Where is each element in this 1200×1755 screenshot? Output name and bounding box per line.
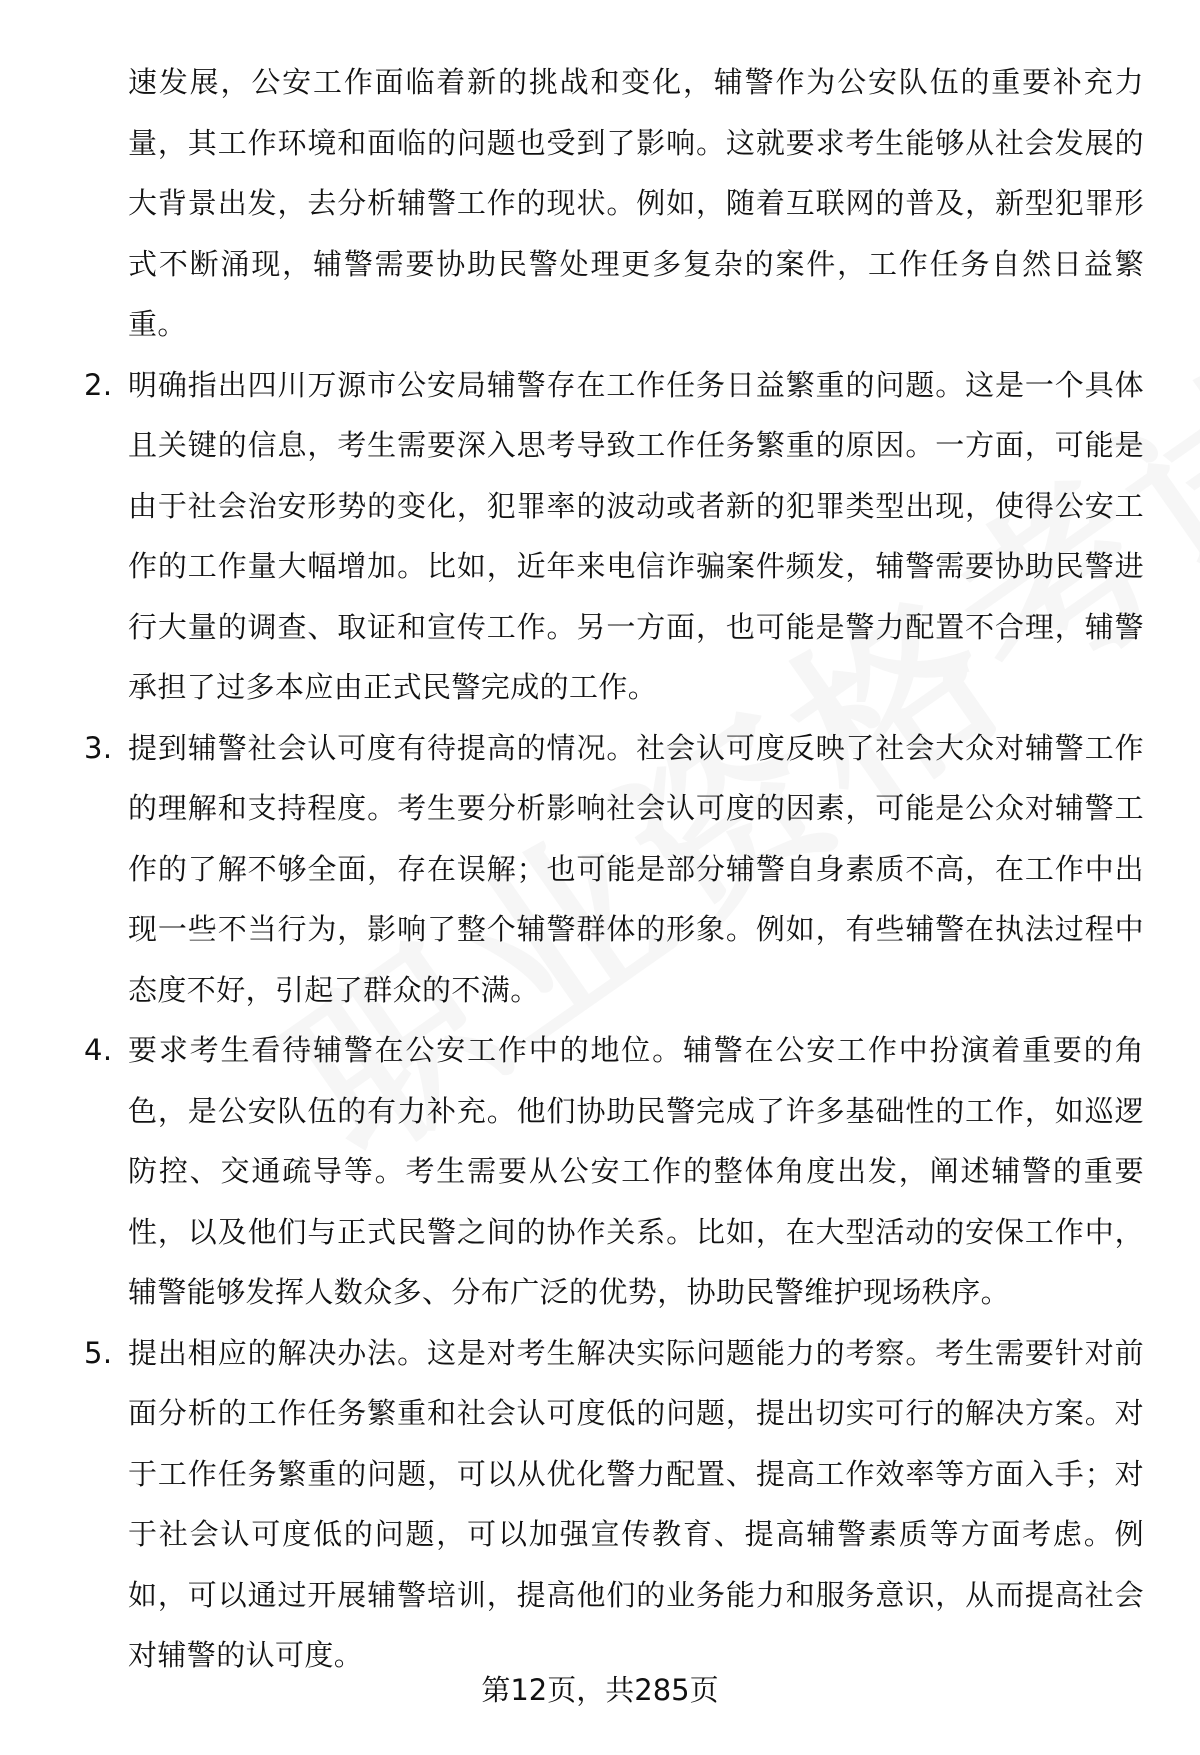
list-item-text: 要求考生看待辅警在公安工作中的地位。辅警在公安工作中扮演着重要的角色，是公安队伍的有力补充。他们协助民警完成了许多基础性的工作，如巡逻防控、交通疏导等。考生需要从公安工作的整体角度出发，阐述辅警的重要性，以及他们与正式民警之间的协作关系。比如，在大型活动的安保工作中，辅警能够发挥人数众多、分布广泛的优势，协助民警维护现场秩序。 xyxy=(128,1033,1144,1309)
list-item-4 xyxy=(80,1020,1144,1323)
intro-paragraph xyxy=(80,52,1144,355)
list-item-number: 3. xyxy=(84,730,113,765)
list-item-text: 提到辅警社会认可度有待提高的情况。社会认可度反映了社会大众对辅警工作的理解和支持程度。考生要分析影响社会认可度的因素，可能是公众对辅警工作的了解不够全面，存在误解；也可能是部分辅警自身素质不高，在工作中出现一些不当行为，影响了整个辅警群体的形象。例如，有些辅警在执法过程中态度不好，引起了群众的不满。 xyxy=(128,730,1144,1007)
intro-paragraph-text: 速发展，公安工作面临着新的挑战和变化，辅警作为公安队伍的重要补充力量，其工作环境和面临的问题也受到了影响。这就要求考生能够从社会发展的大背景出发，去分析辅警工作的现状。例如，随着互联网的普及，新型犯罪形式不断涌现，辅警需要协助民警处理更多复杂的案件，工作任务自然日益繁重。 xyxy=(128,65,1144,341)
list-item-text: 明确指出四川万源市公安局辅警存在工作任务日益繁重的问题。这是一个具体且关键的信息，考生需要深入思考导致工作任务繁重的原因。一方面，可能是由于社会治安形势的变化，犯罪率的波动或者新的犯罪类型出现，使得公安工作的工作量大幅增加。比如，近年来电信诈骗案件频发，辅警需要协助民警进行大量的调查、取证和宣传工作。另一方面，也可能是警力配置不合理，辅警承担了过多本应由正式民警完成的工作。 xyxy=(128,367,1144,704)
list-item-3 xyxy=(80,718,1144,1021)
list-item-text: 提出相应的解决办法。这是对考生解决实际问题能力的考察。考生需要针对前面分析的工作任务繁重和社会认可度低的问题，提出切实可行的解决方案。对于工作任务繁重的问题，可以从优化警力配置、提高工作效率等方面入手；对于社会认可度低的问题，可以加强宣传教育、提高辅警素质等方面考虑。例如，可以通过开展辅警培训，提高他们的业务能力和服务意识，从而提高社会对辅警的认可度。 xyxy=(128,1335,1144,1672)
page-number-footer: 第12页，共285页 xyxy=(481,1673,719,1707)
document-body xyxy=(80,52,1144,1686)
list-item-number: 2. xyxy=(84,367,113,402)
list-item-5 xyxy=(80,1323,1144,1686)
list-item-2 xyxy=(80,355,1144,718)
list-item-number: 4. xyxy=(84,1033,113,1067)
list-item-number: 5. xyxy=(84,1335,113,1370)
